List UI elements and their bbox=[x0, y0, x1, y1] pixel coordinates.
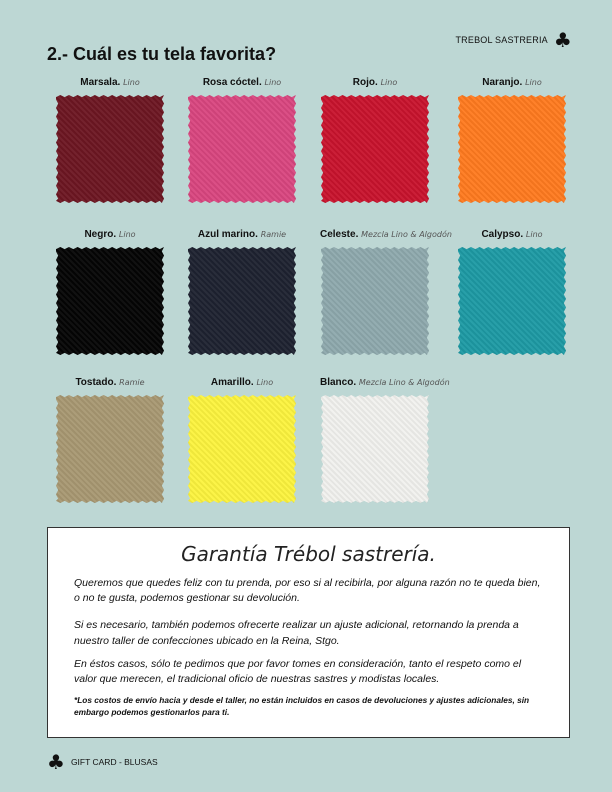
guarantee-paragraph-1: Queremos que quedes feliz con tu prenda, por eso si al recibirla, por alguna razón no te queda bien, o no te gusta, podemos gestionar su devolución. bbox=[74, 577, 541, 605]
swatch-label bbox=[187, 77, 297, 91]
brand-header bbox=[455, 30, 572, 50]
swatch-material: Lino bbox=[123, 78, 140, 87]
swatch-material: Ramie bbox=[260, 230, 287, 239]
swatch-name: Amarillo. bbox=[210, 377, 254, 388]
swatch-material: Lino bbox=[525, 230, 543, 239]
footer-text: GIFT CARD - BLUSAS bbox=[70, 757, 158, 767]
fabric-swatch bbox=[55, 77, 165, 203]
swatch-name: Naranjo. bbox=[482, 77, 523, 88]
footer bbox=[47, 752, 158, 772]
fabric-sample bbox=[56, 395, 164, 503]
guarantee-box bbox=[47, 527, 570, 738]
fabric-swatch bbox=[55, 229, 165, 355]
fabric-sample bbox=[56, 247, 164, 355]
swatch-material: Mezcla Lino & Algodón bbox=[358, 378, 450, 387]
swatch-name: Blanco. bbox=[320, 377, 357, 388]
swatch-name: Rojo. bbox=[352, 77, 378, 88]
swatch-label bbox=[457, 77, 567, 91]
swatch-material: Lino bbox=[256, 378, 274, 387]
swatch-name: Calypso. bbox=[481, 229, 524, 240]
swatch-label bbox=[55, 377, 165, 391]
fabric-swatch bbox=[187, 377, 297, 503]
swatch-name: Rosa cóctel. bbox=[202, 77, 262, 88]
fabric-sample bbox=[188, 395, 296, 503]
fabric-swatch bbox=[187, 229, 297, 355]
swatch-name: Tostado. bbox=[75, 377, 117, 388]
swatch-name: Negro. bbox=[84, 229, 117, 240]
swatch-name: Marsala. bbox=[80, 77, 121, 88]
swatch-material: Ramie bbox=[119, 378, 145, 387]
fabric-sample bbox=[321, 95, 429, 203]
swatch-material: Lino bbox=[380, 78, 398, 87]
swatch-label bbox=[320, 377, 450, 391]
swatch-name: Azul marino. bbox=[197, 229, 258, 240]
fabric-swatch bbox=[320, 229, 452, 355]
swatch-material: Lino bbox=[118, 230, 136, 239]
swatch-label bbox=[55, 229, 165, 243]
swatch-label bbox=[187, 229, 297, 243]
club-icon: ♣ bbox=[47, 750, 65, 774]
swatch-label bbox=[457, 229, 567, 243]
fabric-swatch bbox=[320, 77, 430, 203]
fabric-sample bbox=[321, 395, 429, 503]
fabric-sample bbox=[188, 247, 296, 355]
guarantee-paragraph-3: En éstos casos, sólo te pedimos que por favor tomes en consideración, tanto el respeto como el valor que merecen, el tradicional oficio de nuestras sastres y modistas locales. bbox=[74, 657, 522, 686]
fabric-sample bbox=[188, 95, 296, 203]
swatch-material: Lino bbox=[525, 78, 542, 87]
fabric-sample bbox=[458, 95, 566, 203]
club-icon: ♣ bbox=[553, 28, 572, 52]
swatch-label bbox=[320, 229, 452, 243]
fabric-swatch bbox=[55, 377, 165, 503]
swatch-material: Lino bbox=[264, 78, 282, 87]
fabric-sample bbox=[321, 247, 429, 355]
fabric-swatch bbox=[320, 377, 450, 503]
swatch-label bbox=[187, 377, 297, 391]
guarantee-title: Garantía Trébol sastrería. bbox=[181, 542, 436, 566]
swatch-material: Mezcla Lino & Algodón bbox=[361, 230, 452, 239]
swatch-name: Celeste. bbox=[320, 229, 359, 240]
fabric-swatch bbox=[187, 77, 297, 203]
swatch-label bbox=[320, 77, 430, 91]
fabric-sample bbox=[458, 247, 566, 355]
guarantee-note: *Los costos de envío hacia y desde el taller, no están incluidos en casos de devoluciones y ajustes adicionales, sin embargo podemos gestionarlos para ti. bbox=[74, 695, 530, 717]
swatch-label bbox=[55, 77, 165, 91]
guarantee-paragraph-2: Si es necesario, también podemos ofrecerte realizar un ajuste adicional, retornando la prenda a nuestro taller de confecciones ubicado en la Reina, Stgo. bbox=[74, 619, 519, 647]
fabric-swatch bbox=[457, 229, 567, 355]
fabric-sample bbox=[56, 95, 164, 203]
fabric-swatch bbox=[457, 77, 567, 203]
page-title: 2.- Cuál es tu tela favorita? bbox=[47, 44, 277, 64]
brand-name: TREBOL SASTRERIA bbox=[455, 35, 548, 45]
